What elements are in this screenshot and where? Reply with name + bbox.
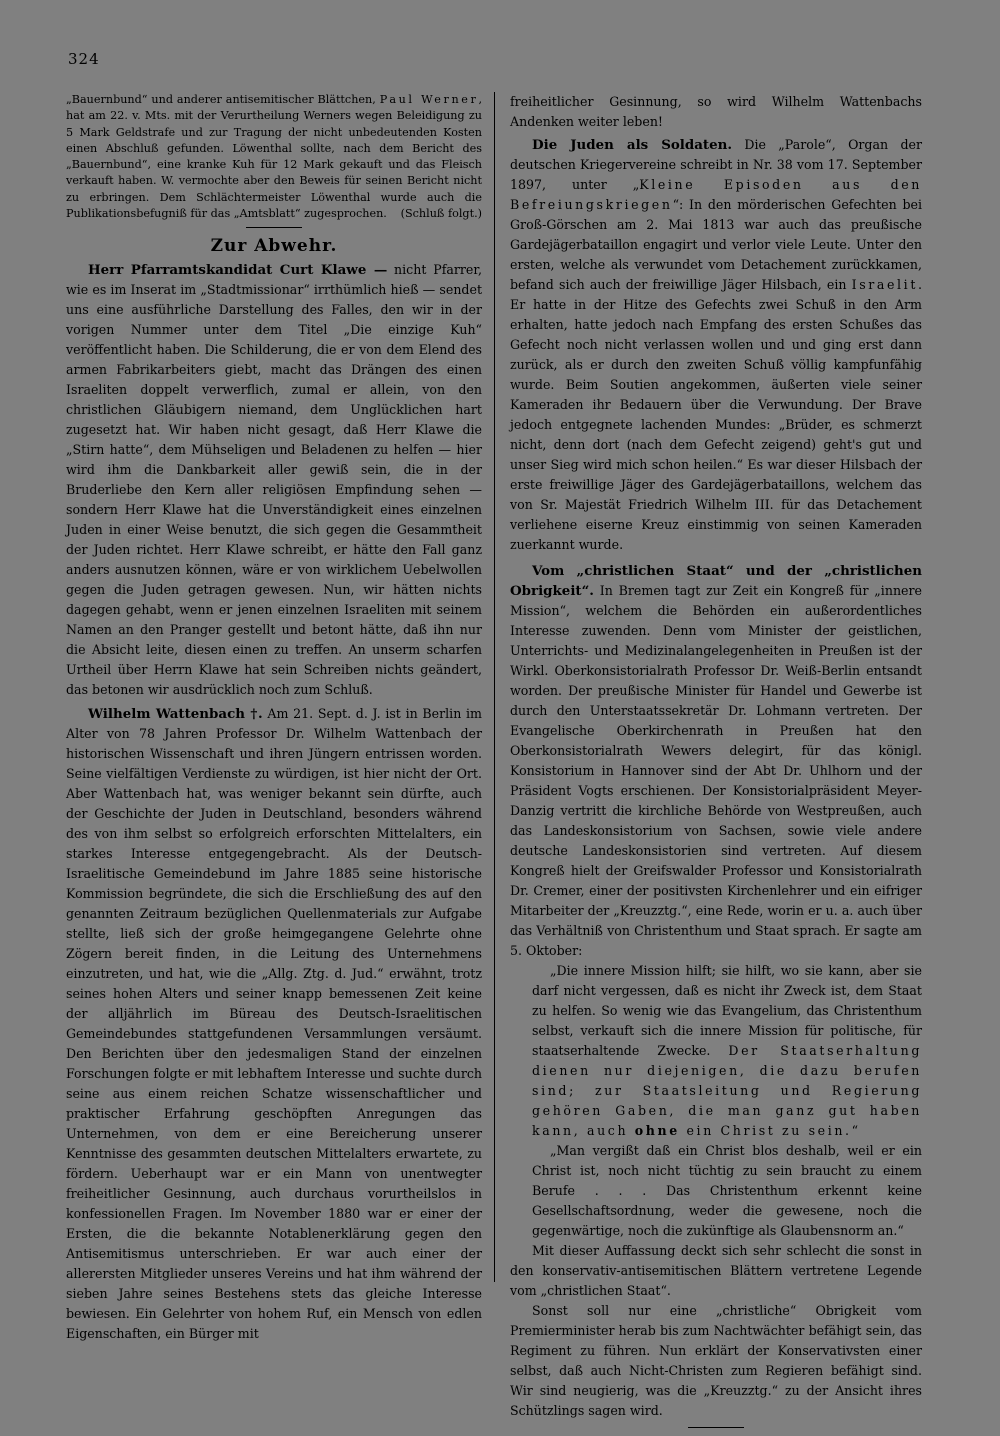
juden-text-a: Die „Parole“, Organ der deutschen Kriegervereine schreibt in Nr. 38 vom 17. September 1897, unter „ (510, 137, 922, 192)
quote-one-block (532, 961, 922, 1141)
wattenbach-text: Am 21. Sept. d. J. ist in Berlin im Alter von 78 Jahren Professor Dr. Wilhelm Wattenbach der historischen Wissenschaft und ihren Jüngern entrissen worden. Seine vielfältigen Verdienste zu würdigen, ist hier nicht der Ort. Aber Wattenbach hat, was weniger bekannt sein dürfte, auch der Geschichte der Juden in Deutschland, besonders während des von ihm selbst so erfolgreich erforschten Mittelalters, ein starkes Interesse entgegengebracht. Als der Deutsch-Israelitische Gemeindebund im Jahre 1885 seine historische Kommission begründete, die sich die Erschließung des auf den genannten Zeitraum bezüglichen Quellenmaterials zur Aufgabe stellte, ließ sich der große heimgegangene Gelehrte ohne Zögern bereit finden, in die Leitung des Unternehmens einzutreten, und hat, wie die „Allg. Ztg. d. Jud.“ erwähnt, trotz seines hohen Alters und seiner knapp bemessenen Zeit keine der alljährlich im Büreau des Deutsch-Israelitischen Gemeindebundes stattgefundenen Versammlungen versäumt. Den Berichten über den jedesmaligen Stand der einzelnen Forschungen folgte er mit lebhaftem Interesse und suchte durch seine aus einem reichen Schatze wissenschaftlicher und praktischer Erfahrung geschöpften Anregungen das Unternehmen, von dem er eine Bereicherung unserer Kenntnisse des gesammten deutschen Mittelalters erwartete, zu fördern. Ueberhaupt war er ein Mann von unentwegter freiheitlicher Gesinnung, auch durchaus vorurtheilslos in konfessionellen Fragen. Im November 1880 war er einer der Ersten, die die bekannte Notablenerklärung gegen den Antisemitismus unterschrieben. Er war auch einer der allerersten Mitglieder unseres Vereins und hat ihm während der sieben Jahre seines Bestehens stets das gleiche Interesse bewiesen. Ein Gelehrter von hohem Ruf, ein Mensch von edlen Eigenschaften, ein Bürger mit (66, 706, 482, 1342)
staat-paragraph (510, 561, 922, 961)
quote-one-spaced-b: ein Christ zu sein. (679, 1123, 852, 1138)
juden-paragraph (510, 135, 922, 555)
quote-one-text: „Die innere Mission hilft; sie hilft, wo sie kann, aber sie darf nicht vergessen, daß es nicht ihr Zweck ist, dem Staat zu helfen. So wenig wie das Evangelium, das Christenthum selbst, verkauft sich die innere Mission für politische, für staatserhaltende Zwecke. (532, 963, 922, 1058)
quote-one (510, 961, 922, 1141)
intro-text: „Bauernbund“ und anderer antisemitischer Blättchen, (66, 93, 376, 106)
end-rule (688, 1427, 744, 1428)
wattenbach-paragraph (66, 704, 482, 1344)
quote-two (510, 1141, 922, 1241)
article-continuation (66, 92, 482, 222)
klawe-text: nicht Pfarrer, wie es im Inserat im „Stadtmissionar“ irrthümlich hieß — sendet uns eine ausführliche Darstellung des Falles, den wir in der vorigen Nummer unter dem Titel „Die einzige Kuh“ veröffentlicht haben. Die Schilderung, die er von dem Elend des armen Fabrikarbeiters giebt, macht das Drängen des einen Israeliten doppelt verwerflich, zumal er allein, von den christlichen Gläubigern niemand, dem Unglücklichen hart zugesetzt hat. Wir haben nicht gesagt, daß Herr Klawe die „Stirn hatte“, dem Mühseligen und Beladenen zu helfen — hier wird ihm die Dankbarkeit aller gewiß sein, die in der Bruderliebe den Kern aller religiösen Empfindung sehen — sondern Herr Klawe hat die Unverständigkeit eines einzelnen Juden in einer Weise benutzt, die sich gegen die Gesammtheit der Juden richtet. Herr Klawe schreibt, er hätte den Fall ganz anders ausnutzen können, wäre er von wirklichem Uebelwollen gegen die Juden getragen gewesen. Nun, wir hätten nichts dagegen gehabt, wenn er jenen einzelnen Israeliten mit seinem Namen an den Pranger gestellt und betont hätte, daß ihn nur die Absicht leite, diesen einen zu treffen. An unserm scharfen Urtheil über Herrn Klawe hat sein Schreiben nichts geändert, das betonen wir ausdrücklich noch zum Schluß. (66, 262, 482, 698)
section-title: Zur Abwehr. (210, 236, 338, 257)
quote-one-end: “ (851, 1123, 859, 1138)
wattenbach-heading: Wilhelm Wattenbach †. (88, 706, 263, 723)
right-column (510, 92, 922, 1436)
juden-text-c: . Er hatte in der Hitze des Gefechts zwei Schuß in den Arm erhalten, hatte jedoch nach Empfang des ersten Schußes das Gefecht noch nicht verlassen wollen und und ging erst dann zurück, als er durch den zweiten Schuß völlig kampfunfähig wurde. Beim Soutien angekommen, äußerten viele seiner Kameraden ihr Bedauern über die Verwundung. Der Brave jedoch entgegnete lachenden Mundes: „Brüder, es schmerzt nicht, denn dort (nach dem Gefecht zeigend) geht's gut und unser Sieg wird mich schon heilen.“ Es war dieser Hilsbach der erste freiwillige Jäger des Gardejägerbataillons, welchem das von Sr. Majestät Friedrich Wilhelm III. für das Detachement verliehene eiserne Kreuz einstimmig von seinen Kameraden zuerkannt wurde. (510, 277, 922, 552)
klawe-paragraph (66, 260, 482, 700)
column-divider (494, 92, 495, 1282)
quote-two-text: „Man vergißt daß ein Christ blos deshalb, weil er ein Christ ist, noch nicht tüchtig zu sein braucht zu einem Berufe . . . Das Christenthum erkennt keine Gesellschaftsordnung, weder die gewesene, noch die gegenwärtige, noch die zukünftige als Glaubensnorm an.“ (532, 1143, 922, 1238)
juden-spaced-title: Kleine Episoden aus den Befreiungskriegen (510, 177, 923, 212)
staat-text: In Bremen tagt zur Zeit ein Kongreß für „innere Mission“, welchem die Behörden ein außerordentliches Interesse zuwenden. Denn vom Minister der geistlichen, Unterrichts- und Medizinalangelegenheiten in Preußen ist der Wirkl. Oberkonsistorialrath Professor Dr. Weiß-Berlin entsandt worden. Der preußische Minister für Handel und Gewerbe ist durch den Unterstaatssekretär Dr. Lohmann vertreten. Der Evangelische Oberkirchenrath in Preußen hat den Oberkonsistorialrath Wewers delegirt, für das königl. Konsistorium in Hannover sind der Abt Dr. Uhlhorn und der Präsident Vogts erschienen. Der Konsistorialpräsident Meyer-Danzig vertritt die kirchliche Behörde von Westpreußen, auch das Landeskonsistorium von Sachsen, sowie viele andere deutsche Landeskonsistorien sind vertreten. Auf diesem Kongreß hielt der Greifswalder Professor und Konsistorialrath Dr. Cremer, einer der positivsten Kirchenlehrer und ein eifriger Mitarbeiter der „Kreuzztg.“, eine Rede, worin er u. a. auch über das Verhältniß von Christenthum und Staat sprach. Er sagte am 5. Oktober: (510, 583, 922, 958)
quote-one-spaced-a: Der Staatserhaltung dienen nur diejenigen, die dazu berufen sind; zur Staatsleitung und Regierung gehören Gaben, die man ganz gut haben kann, auch (532, 1043, 922, 1138)
juden-text-b: “: In den mörderischen Gefechten bei Groß-Görschen am 2. Mai 1813 war auch das preußische Gardejägerbataillon engagirt und verlor viele Leute. Unter den ersten, welche als verwundet vom Detachement zurückkamen, befand sich auch der freiwillige Jäger Hilsbach, ein (510, 197, 922, 292)
separator-rule (246, 227, 302, 228)
closing-paragraph-one: Mit dieser Auffassung deckt sich sehr schlecht die sonst in den konservativ-antisemitischen Blättern vertretene Legende vom „christlichen Staat“. (510, 1243, 922, 1298)
page-number: 324 (68, 50, 100, 68)
intro-text-rest: , hat am 22. v. Mts. mit der Verurtheilung Werners wegen Beleidigung zu 5 Mark Geldstrafe und zur Tragung der nicht unbedeutenden Kosten einen Abschluß gefunden. Löwenthal sollte, nach dem Bericht des „Bauernbund“, eine kranke Kuh für 12 Mark gekauft und das Fleisch verkauft haben. W. vermochte aber den Beweis für seinen Bericht nicht zu erbringen. Dem Schlächtermeister Löwenthal wurde auch die Publikationsbefugniß für das „Amtsblatt“ zugesprochen. (66, 93, 482, 221)
juden-spaced-word: Israelit (851, 277, 918, 292)
intro-name: Paul Werner (379, 93, 479, 106)
wattenbach-continuation: freiheitlicher Gesinnung, so wird Wilhelm Wattenbachs Andenken weiter leben! (510, 94, 922, 129)
continued-note: (Schluß folgt.) (400, 207, 482, 221)
closing-paragraph-two: Sonst soll nur eine „christliche“ Obrigkeit vom Premierminister herab bis zum Nachtwächter befähigt sein, das Regiment zu führen. Nun erklärt der Konservativsten einer selbst, daß auch Nicht-Christen zum Regieren befähigt sind. Wir sind neugierig, was die „Kreuzztg.“ zu der Ansicht ihres Schützlings sagen wird. (510, 1303, 922, 1418)
klawe-heading: Herr Pfarramtskandidat Curt Klawe — (88, 262, 388, 279)
quote-one-bold: ohne (634, 1123, 680, 1138)
staat-heading: Vom „christlichen Staat“ und der „christlichen Obrigkeit“. (510, 563, 922, 599)
left-column (66, 92, 482, 1344)
juden-heading: Die Juden als Soldaten. (532, 137, 733, 153)
